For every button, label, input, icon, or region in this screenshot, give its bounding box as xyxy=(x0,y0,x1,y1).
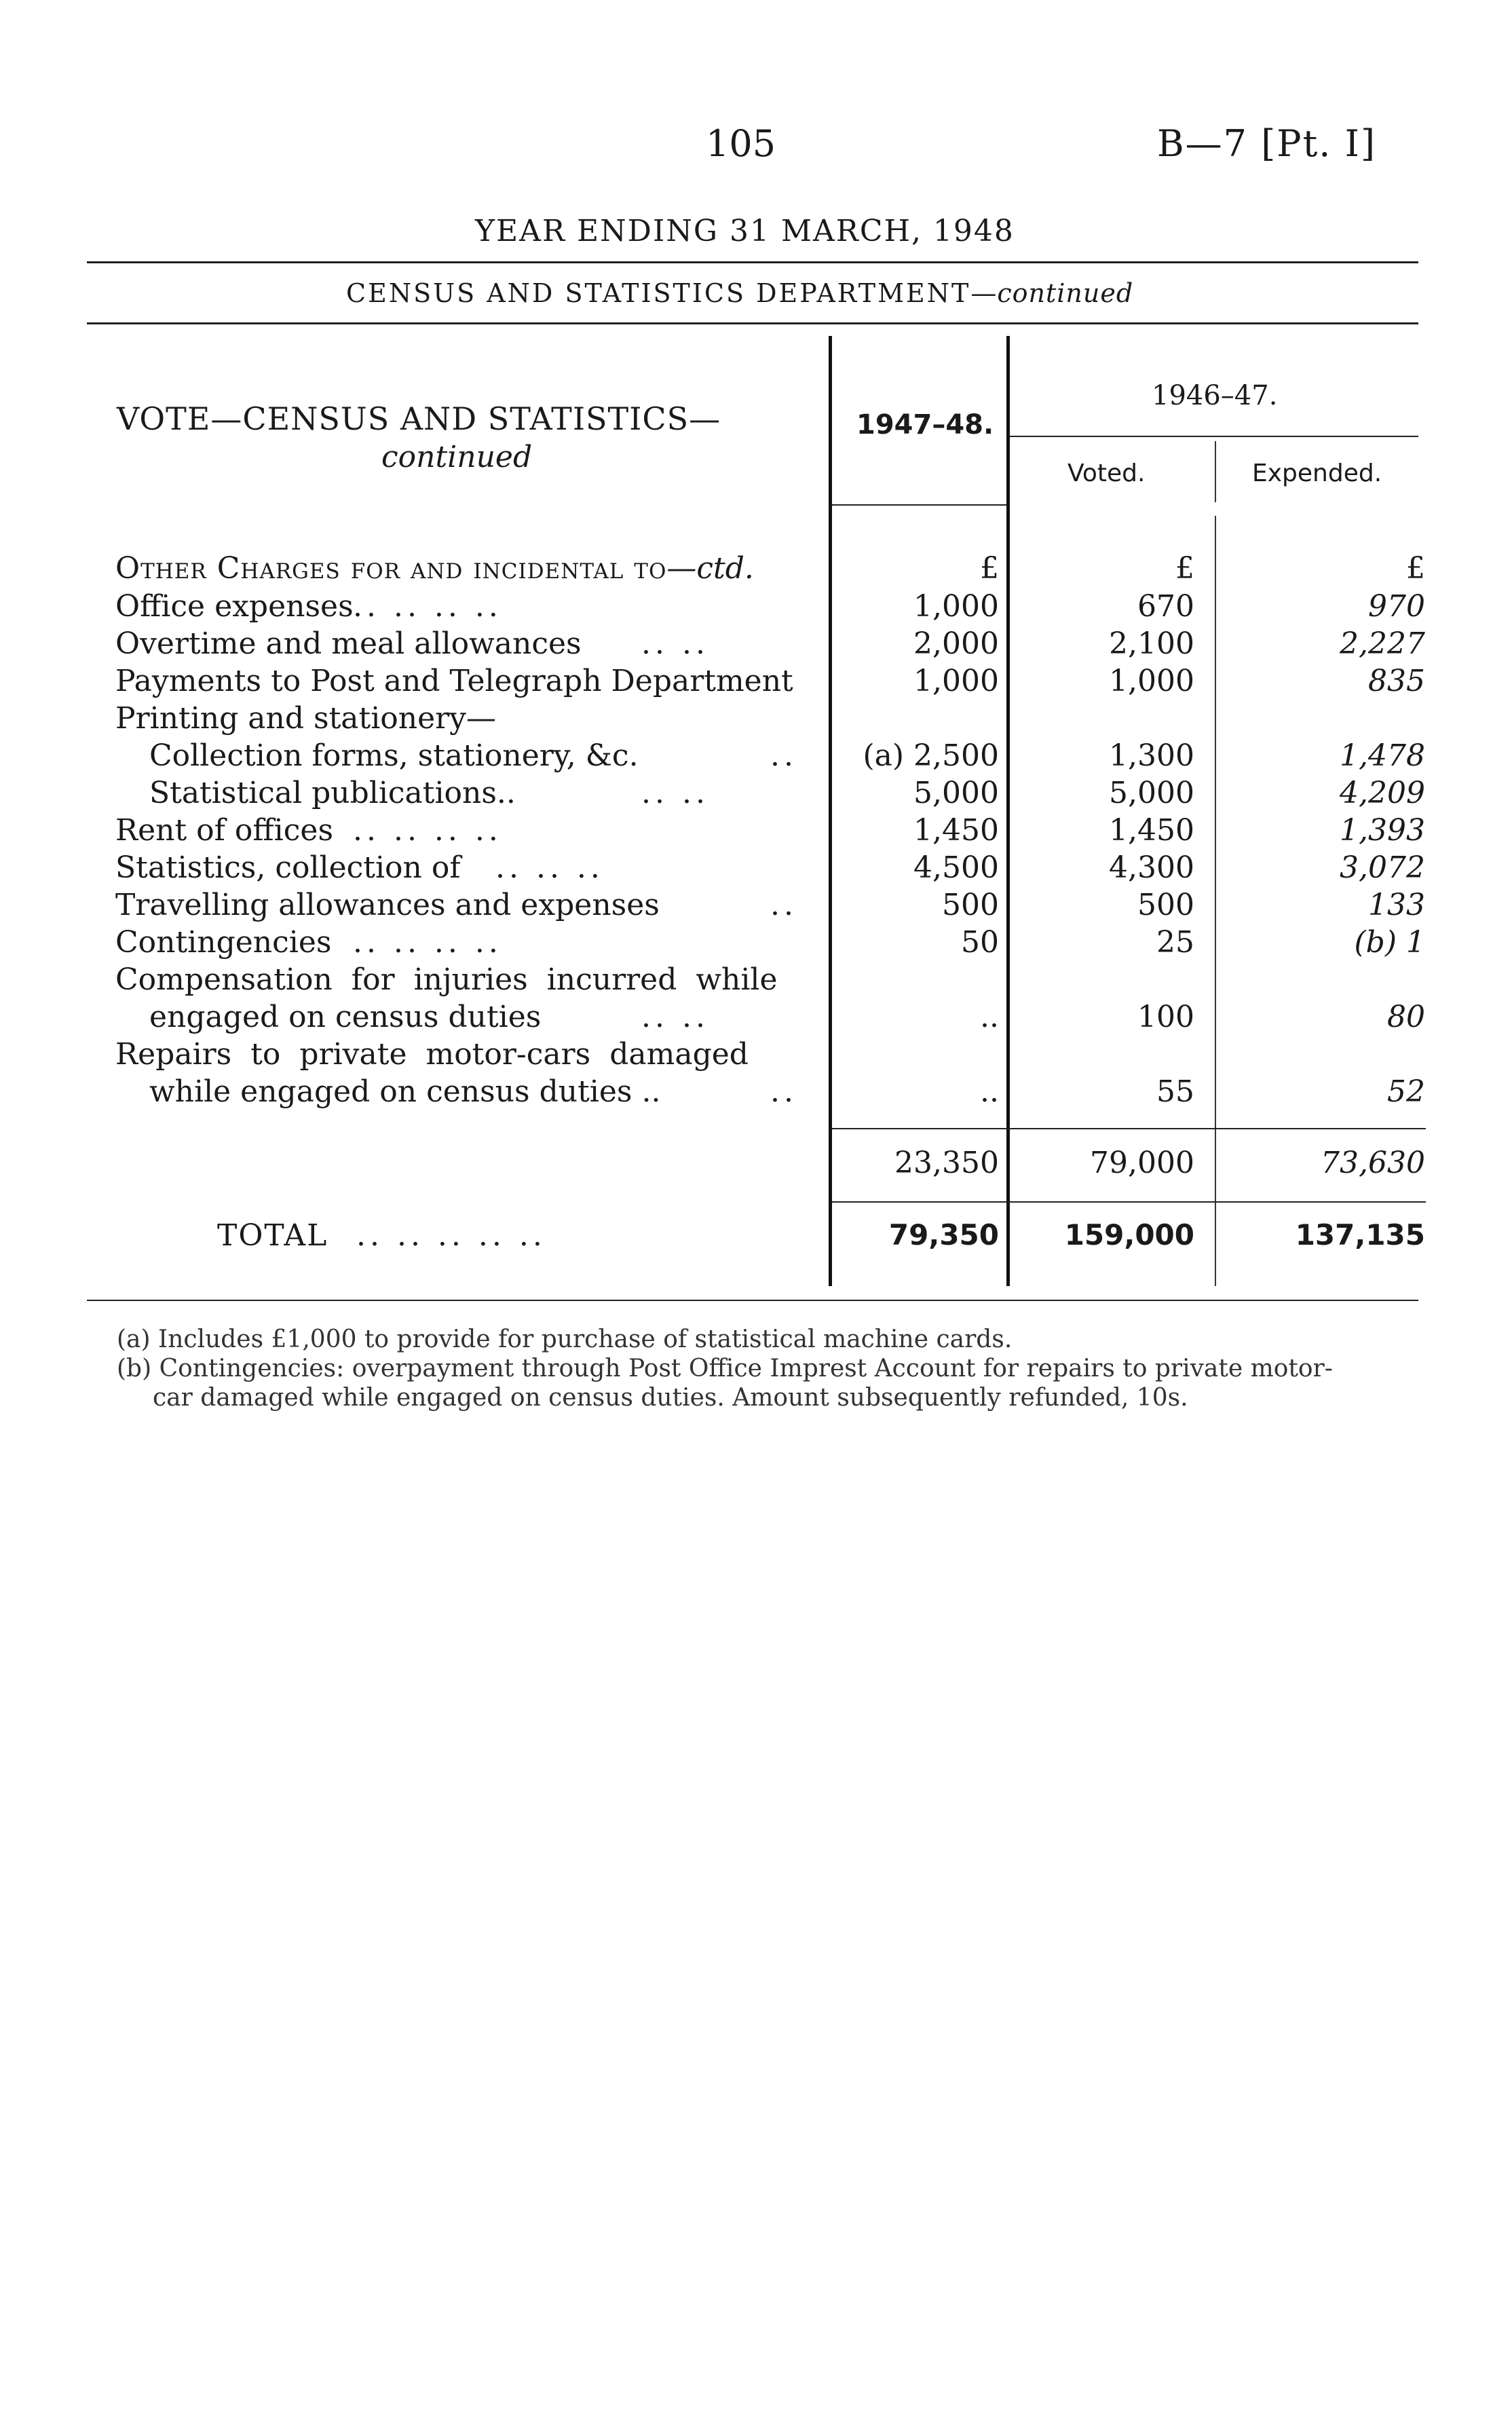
section-label-row xyxy=(115,551,1425,589)
value-voted: 1,450 xyxy=(1109,813,1194,848)
value-1947-48: 1,450 xyxy=(913,813,999,848)
subtotal-row xyxy=(115,1146,1425,1184)
table-row xyxy=(115,962,1425,1000)
row-label: Payments to Post and Telegraph Department xyxy=(115,664,793,698)
subheader-rule xyxy=(1008,436,1418,437)
value-expended: 80 xyxy=(1387,1000,1425,1034)
header-column-divider xyxy=(1215,441,1216,502)
value-1947-48: 5,000 xyxy=(913,776,999,810)
leader-dots: .. .. xyxy=(641,626,709,661)
value-1947-48: .. xyxy=(980,1074,999,1109)
department-rule xyxy=(87,322,1418,324)
department-heading: CENSUS AND STATISTICS DEPARTMENT—continued xyxy=(346,278,1134,308)
value-voted: 100 xyxy=(1137,1000,1194,1034)
row-label: Printing and stationery— xyxy=(115,701,497,736)
value-expended: 1,478 xyxy=(1340,738,1425,773)
table-row xyxy=(115,701,1425,739)
table-row xyxy=(115,776,1425,814)
table-row xyxy=(115,664,1425,702)
row-label: Rent of offices xyxy=(115,813,334,848)
subtotal-expended: 73,630 xyxy=(1321,1146,1425,1180)
row-label: Overtime and meal allowances xyxy=(115,626,582,661)
document-reference: B—7 [Pt. I] xyxy=(1157,122,1377,165)
value-expended: 835 xyxy=(1368,664,1425,698)
value-voted: 25 xyxy=(1156,925,1194,960)
value-voted: 4,300 xyxy=(1109,850,1194,885)
leader-dots: .. .. .. .. xyxy=(353,813,502,848)
value-expended: 2,227 xyxy=(1340,626,1425,661)
header-base-rule xyxy=(832,504,1010,506)
table-row xyxy=(115,1037,1425,1075)
total-1947-48: 79,350 xyxy=(888,1218,999,1251)
table-row xyxy=(115,626,1425,664)
row-label: while engaged on census duties .. xyxy=(149,1074,661,1109)
value-1947-48: 1,000 xyxy=(913,589,999,624)
row-label: Statistics, collection of xyxy=(115,850,461,885)
value-expended: 3,072 xyxy=(1340,850,1425,885)
row-label: Repairs to private motor-cars damaged xyxy=(115,1037,749,1072)
value-expended: 4,209 xyxy=(1340,776,1425,810)
section-label: Other Charges for and incidental to—ctd. xyxy=(115,551,754,586)
table-row xyxy=(115,888,1425,926)
row-label: Compensation for injuries incurred while xyxy=(115,962,778,997)
total-row xyxy=(115,1218,1425,1256)
subtotal-rule xyxy=(832,1128,1426,1129)
value-voted: 2,100 xyxy=(1109,626,1194,661)
table-row xyxy=(115,738,1425,776)
table-row xyxy=(115,813,1425,851)
currency-symbol: £ xyxy=(1406,551,1425,586)
table-row xyxy=(115,1000,1425,1038)
value-expended: 133 xyxy=(1368,888,1425,922)
column-header-1946-47: 1946–47. xyxy=(1152,380,1278,411)
value-voted: 670 xyxy=(1137,589,1194,624)
vote-heading-continued: continued xyxy=(381,440,533,474)
leader-dots: .. .. .. xyxy=(495,850,604,885)
row-label: Contingencies xyxy=(115,925,332,960)
page-title: YEAR ENDING 31 MARCH, 1948 xyxy=(475,214,1015,248)
value-expended: 1,393 xyxy=(1340,813,1425,848)
leader-dots: .. .. .. .. .. xyxy=(356,1218,546,1253)
leader-dots: .. .. .. .. xyxy=(353,589,502,624)
column-header-voted: Voted. xyxy=(1067,459,1146,487)
table-row xyxy=(115,589,1425,627)
value-1947-48: 500 xyxy=(942,888,999,922)
footnote-a: (a) Includes £1,000 to provide for purchase of statistical machine cards. xyxy=(117,1325,1013,1353)
vote-heading: VOTE—CENSUS AND STATISTICS— xyxy=(117,400,721,437)
leader-dots: .. .. .. .. xyxy=(353,925,502,960)
total-expended: 137,135 xyxy=(1295,1218,1425,1251)
total-rule xyxy=(832,1201,1426,1203)
value-1947-48: 2,000 xyxy=(913,626,999,661)
footnote-b-continued: car damaged while engaged on census duties. Amount subsequently refunded, 10s. xyxy=(153,1384,1188,1412)
table-row xyxy=(115,1074,1425,1112)
leader-dots: .. xyxy=(770,888,797,922)
value-expended: 970 xyxy=(1368,589,1425,624)
leader-dots: .. .. xyxy=(641,776,709,810)
value-voted: 5,000 xyxy=(1109,776,1194,810)
value-1947-48: (a) 2,500 xyxy=(863,738,999,773)
value-voted: 500 xyxy=(1137,888,1194,922)
table-row xyxy=(115,925,1425,963)
value-1947-48: 50 xyxy=(961,925,999,960)
total-label: TOTAL xyxy=(217,1218,328,1253)
value-1947-48: 1,000 xyxy=(913,664,999,698)
row-label: engaged on census duties xyxy=(149,1000,542,1034)
value-expended: 52 xyxy=(1387,1074,1425,1109)
currency-symbol: £ xyxy=(1175,551,1194,586)
subtotal-1947-48: 23,350 xyxy=(894,1146,999,1180)
subtotal-voted: 79,000 xyxy=(1090,1146,1194,1180)
leader-dots: .. xyxy=(770,738,797,773)
column-header-1947-48: 1947–48. xyxy=(856,409,994,440)
footnote-b: (b) Contingencies: overpayment through Post Office Imprest Account for repairs to private motor- xyxy=(117,1355,1333,1382)
value-1947-48: 4,500 xyxy=(913,850,999,885)
page-number: 105 xyxy=(706,122,776,165)
top-rule xyxy=(87,261,1418,263)
value-expended: (b) 1 xyxy=(1354,925,1425,960)
row-label: Statistical publications.. xyxy=(149,776,516,810)
row-label: Office expenses xyxy=(115,589,354,624)
leader-dots: .. .. xyxy=(641,1000,709,1034)
row-label: Travelling allowances and expenses xyxy=(115,888,660,922)
value-voted: 55 xyxy=(1156,1074,1194,1109)
value-1947-48: .. xyxy=(980,1000,999,1034)
table-row xyxy=(115,850,1425,888)
row-label: Collection forms, stationery, &c. xyxy=(149,738,639,773)
leader-dots: .. xyxy=(770,1074,797,1109)
value-voted: 1,000 xyxy=(1109,664,1194,698)
currency-symbol: £ xyxy=(980,551,999,586)
column-header-expended: Expended. xyxy=(1252,459,1382,487)
value-voted: 1,300 xyxy=(1109,738,1194,773)
total-voted: 159,000 xyxy=(1064,1218,1194,1251)
bottom-rule xyxy=(87,1300,1418,1301)
